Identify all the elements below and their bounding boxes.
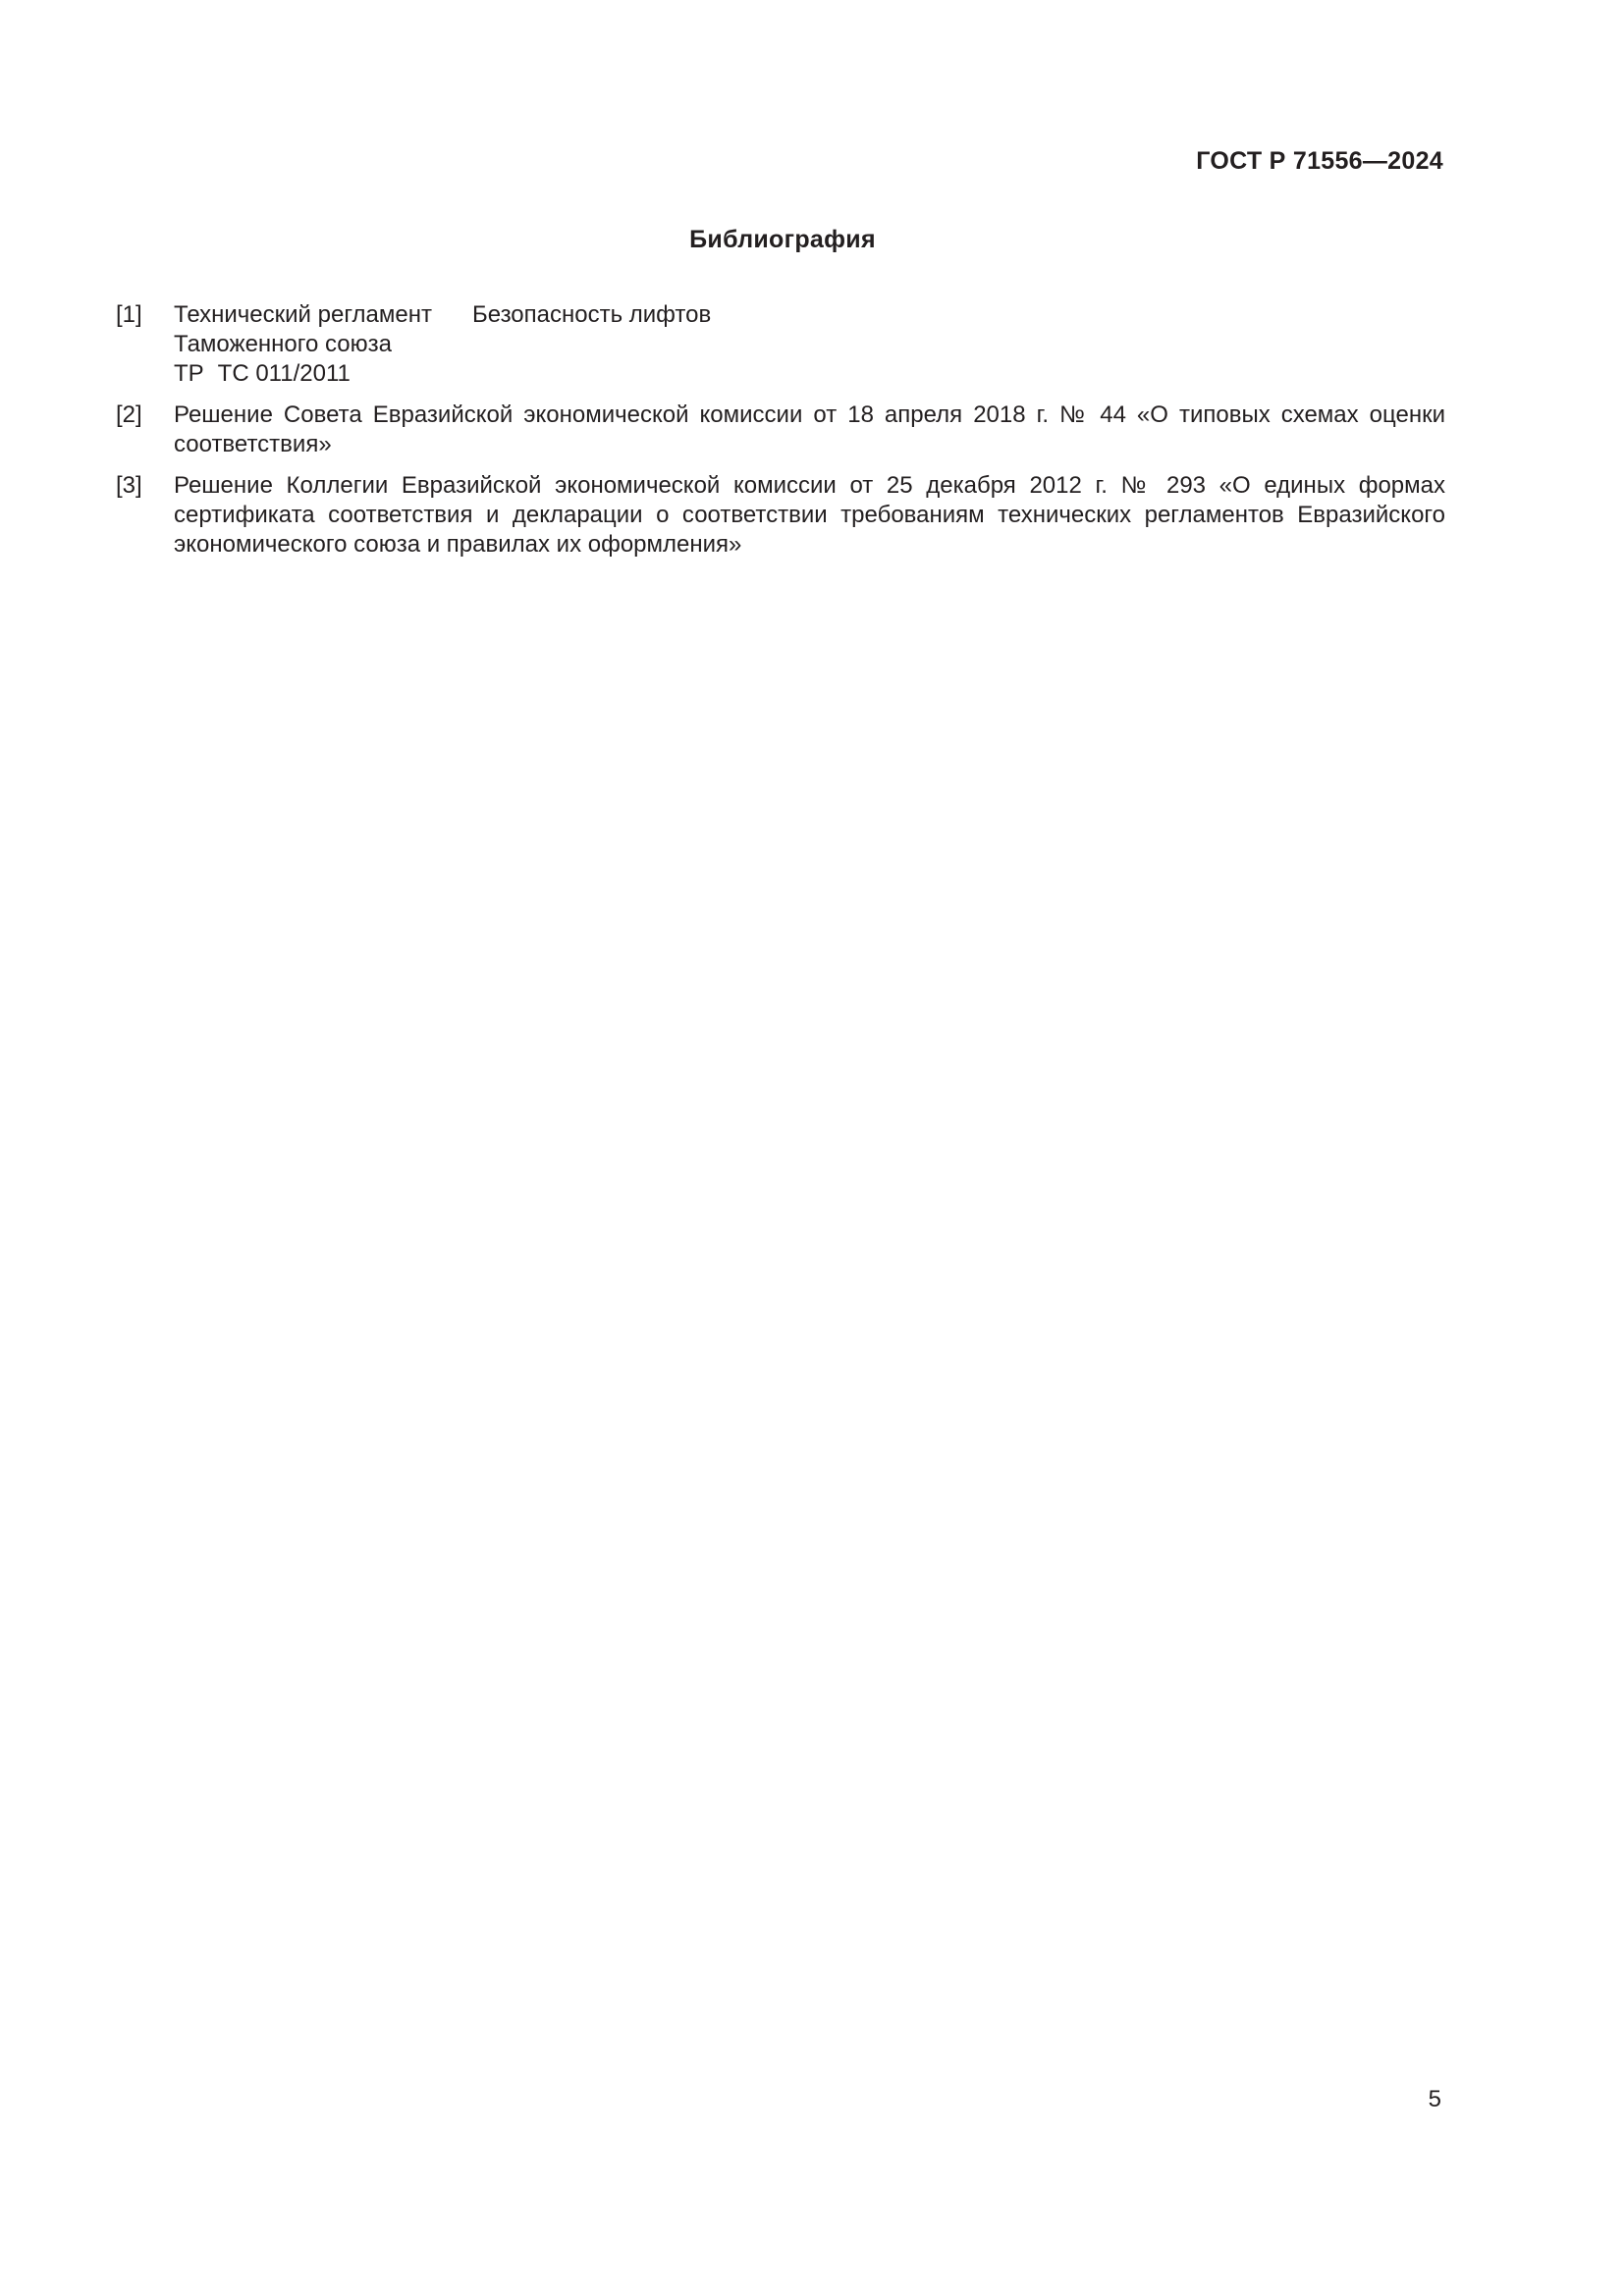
bibliography-item	[116, 400, 1445, 459]
bibliography-item	[116, 300, 1445, 389]
bibliography-item	[116, 471, 1445, 560]
reference-number: [3]	[116, 472, 142, 499]
page-number: 5	[1428, 2086, 1441, 2112]
reference-subject: Безопасность лифтов	[472, 301, 712, 328]
reference-text: Решение Коллегии Евразийской экономической комиссии от 25 декабря 2012 г. № 293 «О единых формах сертификата соответствия и декларации о соответствии требованиям технических регламентов Евразийского экономического союза и правилах их оформления»	[174, 472, 1445, 558]
reference-number: [1]	[116, 301, 142, 328]
reference-title-line-1: Технический регламент	[174, 301, 432, 328]
section-title: Библиография	[689, 226, 876, 253]
document-id: ГОСТ Р 71556—2024	[1196, 147, 1443, 175]
bibliography-list	[116, 300, 1445, 571]
reference-grid	[174, 300, 1445, 389]
reference-title-line-2: Таможенного союза	[174, 331, 392, 357]
reference-body	[174, 300, 1445, 389]
reference-text: Решение Совета Евразийской экономической комиссии от 18 апреля 2018 г. № 44 «О типовых схемах оценки соответствия»	[174, 401, 1445, 457]
reference-number: [2]	[116, 401, 142, 428]
reference-code	[174, 359, 472, 389]
reference-code-number: ТС 011/2011	[217, 360, 351, 387]
reference-code-prefix: ТР	[174, 360, 204, 387]
